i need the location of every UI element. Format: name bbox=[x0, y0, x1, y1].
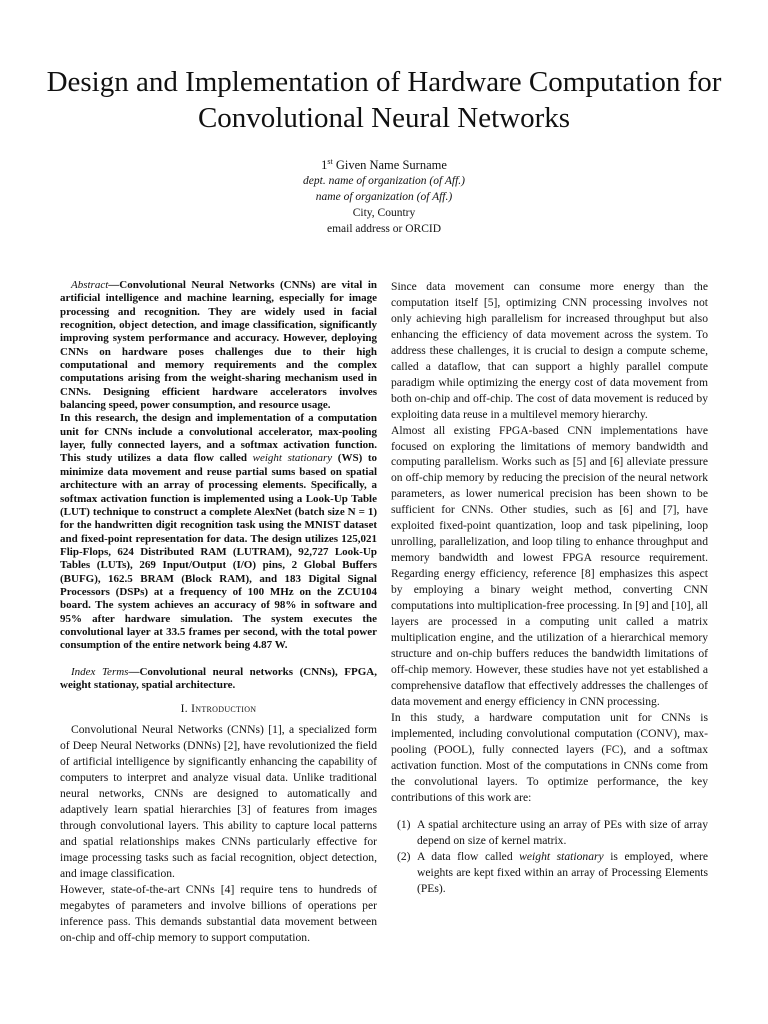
intro-paragraph-4: Almost all existing FPGA-based CNN implementations have focused on exploring the limitations of memory bandwidth and computing parallelism. Works such as [5] and [6] alleviate pressure on off-chip memory by reducing the precision of the neural network parameters, as lower numerical precision has been shown to be sufficient for CNNs. Other studies, such as [6] and [7], have exploited fixed-point quantization, loop and task pipelining, loop unrolling, parallelization, and loop tiling to enhance throughput and memory bandwidth and lowest FPGA resource requirement. Regarding energy efficiency, reference [8] emphasizes this aspect by employing a binary weight method, converting CNN computations into multiplication-free processing. In [9] and [10], all layers are processed in a computing unit called a matrix multiplication engine, and the utilization of a hierarchical memory structure and on-chip buffers reduces the bandwidth limitations of off-chip memory. However, these studies have not yet established a comprehensive dataflow that effectively addresses the challenges of data movement and energy efficiency in CNN processing. bbox=[391, 423, 708, 708]
index-terms bbox=[60, 666, 377, 693]
paper-title: Design and Implementation of Hardware Computation for Convolutional Neural Networks bbox=[46, 66, 722, 134]
index-terms-dash: — bbox=[128, 665, 140, 678]
abstract-text-1: Convolutional Neural Networks (CNNs) are vital in artificial intelligence and machine learning, especially for image processing and recognition. They are widely used in facial recognition, object detection, and image classification, significantly improving system performance and accuracy. However, deploying CNNs on hardware poses challenges due to their high computational and memory requirements and the complex computations arising from the weight-sharing mechanism used in CNNs. Designing efficient hardware accelerators involves balancing speed, power consumption, and resource usage. bbox=[60, 279, 377, 412]
contribution-number: (1) bbox=[397, 818, 411, 832]
author-ordinal-suffix: st bbox=[327, 157, 333, 166]
abstract-text-2b: (WS) to minimize data movement and reuse partial sums based on spatial architecture with an array of processing elements. Specifically, a softmax activation function is implemented using a Look-Up Table (LUT) technique to construct a complete AlexNet (batch size N = 1) for the handwritten digit recognition task using the MNIST dataset and fixed-point representation for data. The design utilizes 125,021 Flip-Flops, 624 Distributed RAM (LUTRAM), 92,727 Look-Up Tables (LUTs), 269 Input/Output (I/O) pins, 2 Global Buffers (BUFG), 162.5 BRAM (Block RAM), and 183 Digital Signal Processors (DSPs) at a frequency of 100 MHz on the ZCU104 board. The system achieves an accuracy of 98% in software and 95% after hardware simulation. The system executes the convolutional layer at 33.5 frames per second, with the total power consumption of the entire network being 4.87 W. bbox=[60, 452, 378, 652]
author-contact: email address or ORCID bbox=[326, 223, 442, 236]
contribution-item bbox=[391, 849, 708, 897]
abstract-paragraph-2 bbox=[60, 412, 377, 652]
author-name: Given Name Surname bbox=[335, 158, 447, 173]
author-org: name of organization (of Aff.) bbox=[315, 191, 453, 204]
author-ordinal: 1 bbox=[321, 158, 328, 173]
contribution-text-cont: is employed, where weights are kept fixed within an array of Processing Elements (PEs). bbox=[417, 850, 708, 896]
index-terms-label: Index Terms bbox=[71, 665, 129, 678]
contributions-list bbox=[391, 817, 708, 897]
left-column bbox=[60, 279, 377, 946]
abstract-dash: — bbox=[108, 279, 120, 291]
intro-paragraph-3: Since data movement can consume more energy than the computation itself [5], optimizing CNN processing involves not only achieving high parallelism for increased throughput but also enhancing the efficiency of data movement across the system. To address these challenges, it is crucial to design a compute scheme, called a dataflow, that can support a highly parallel compute paradigm while optimizing the energy cost of data movement from both on-chip and off-chip. The cost of data movement is reduced by exploiting data reuse in a multilevel memory hierarchy. bbox=[391, 280, 708, 421]
contribution-text: A data flow called bbox=[417, 850, 520, 864]
list-spacer bbox=[391, 805, 708, 817]
index-terms-text: Convolutional neural networks (CNNs), FPGA, weight stationay, spatial architecture. bbox=[60, 665, 377, 691]
intro-paragraph-5: In this study, a hardware computation unit for CNNs is implemented, including convolutional computation (CONV), max-pooling (POOL), fully connected layers (FC), and a softmax activation function. Most of the computations in CNNs come from the convolutional layers. To optimize performance, the key contributions of this work are: bbox=[391, 710, 708, 804]
author-name-line bbox=[184, 154, 584, 173]
author-dept: dept. name of organization (of Aff.) bbox=[303, 175, 465, 188]
right-column bbox=[391, 279, 708, 897]
section-numeral: I. bbox=[180, 703, 188, 716]
section-title: Introduction bbox=[191, 703, 257, 716]
abstract-label: Abstract bbox=[71, 279, 109, 291]
abstract-text-2a: In this research, the design and implementation of a computation unit for CNNs include a convolutional accelerator, max-pooling layer, fully connected layers, and a softmax activation function. This study utilizes a data flow called bbox=[60, 412, 377, 465]
abstract-paragraph-1 bbox=[60, 279, 377, 412]
contribution-text: A spatial architecture using an array of PEs with size of array depend on size of kernel matrix. bbox=[417, 818, 708, 848]
intro-paragraph-2: However, state-of-the-art CNNs [4] require tens to hundreds of megabytes of parameters and involve billions of operations per inference pass. This demands substantial data movement between on-chip and off-chip memory to support computation. bbox=[60, 882, 377, 944]
author-block bbox=[184, 154, 584, 237]
contribution-number: (2) bbox=[397, 850, 411, 864]
contribution-item bbox=[391, 817, 708, 849]
intro-paragraph-1: Convolutional Neural Networks (CNNs) [1], a specialized form of Deep Neural Networks (DNNs) [2], have revolutionized the field of artificial intelligence by significantly enhancing the capability of computers to interpret and analyze visual data. Unlike traditional neural networks, CNNs are designed to automatically and adaptively learn spatial hierarchies [3] of features from images through convolutional layers. This ability to capture local patterns and spatial relationships makes CNNs particularly effective for image processing tasks such as facial recognition, object detection, and image classification. bbox=[60, 723, 377, 880]
abstract-emphasis: weight stationary bbox=[252, 452, 333, 465]
contribution-emphasis: weight stationary bbox=[519, 850, 604, 864]
author-location: City, Country bbox=[352, 207, 416, 220]
section-heading-introduction bbox=[60, 702, 377, 718]
